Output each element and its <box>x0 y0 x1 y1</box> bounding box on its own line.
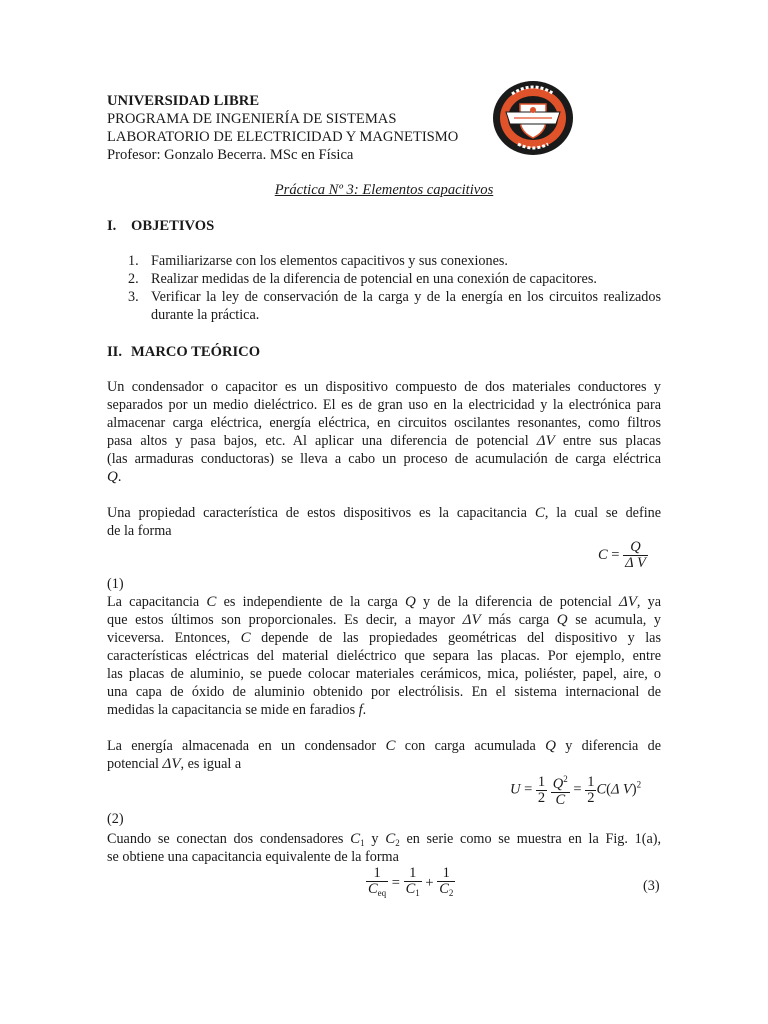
math-c: C <box>240 630 251 646</box>
eq-numerator: 1 <box>404 866 422 882</box>
eq-term: Δ V <box>610 781 632 798</box>
paragraph-line: se obtiene una capacitancia equivalente de la forma <box>107 849 399 865</box>
paragraph-line: de la forma <box>107 523 172 539</box>
eq-term: C <box>596 781 607 798</box>
equation-label: (3) <box>643 878 660 894</box>
text-span: se acumula, y <box>575 612 662 628</box>
objective-number: 3. <box>128 289 139 305</box>
practice-title: Práctica Nº 3: Elementos capacitivos <box>274 182 494 198</box>
section-number-theory: II. <box>107 344 123 360</box>
math-c: C <box>534 505 545 521</box>
objectives-list <box>107 252 661 324</box>
paragraph-line: características eléctricas del material dieléctrico que separa las placas. Por ejemplo, entre <box>107 648 661 664</box>
eq-numerator: 1 <box>366 866 388 882</box>
eq-fraction <box>404 866 422 901</box>
text-span: , <box>180 756 185 772</box>
math-c: C <box>206 594 217 610</box>
text-span: medidas la capacitancia se mide en faradios <box>107 702 356 718</box>
text-span: y de la diferencia de potencial <box>423 594 612 610</box>
math-q: Q <box>107 469 118 485</box>
eq-operator: = <box>611 546 620 563</box>
math-c2: C <box>385 831 396 847</box>
paragraph-line: almacenar carga eléctrica, energía eléctrica, en circuitos oscilantes resonantes, como filtros <box>107 415 661 431</box>
text-span: potencial <box>107 756 159 772</box>
paragraph-line <box>107 593 661 611</box>
professor-name: Profesor: Gonzalo Becerra. MSc en Física <box>107 147 354 163</box>
math-subscript: 1 <box>360 838 365 848</box>
eq-numerator: 1 <box>537 773 546 790</box>
eq-term: U <box>510 781 521 798</box>
text-span: es independiente de la carga <box>223 594 398 610</box>
math-q: Q <box>405 594 416 610</box>
text-span: pasa altos y pasa bajos, etc. Al aplicar una diferencia de potencial <box>107 433 529 449</box>
text-span: Una propiedad característica de estos dispositivos es la capacitancia <box>107 505 527 521</box>
eq-denominator: 2 <box>537 789 546 806</box>
math-q: Q <box>545 738 556 754</box>
text-span: , <box>544 505 549 521</box>
text-span: y <box>371 831 379 847</box>
math-delta-v: ΔV <box>162 756 181 772</box>
objective-item <box>107 288 661 324</box>
math-delta-v: ΔV <box>618 594 637 610</box>
equation-energy <box>510 772 641 808</box>
eq-operator: = <box>391 874 400 891</box>
eq-numerator: 1 <box>437 866 455 882</box>
eq-exponent: 2 <box>563 774 568 784</box>
eq-denominator: C <box>439 881 449 897</box>
eq-exponent: 2 <box>636 779 642 790</box>
paragraph-line <box>107 504 661 522</box>
text-span: . <box>117 469 122 485</box>
section-title-theory: MARCO TEÓRICO <box>131 344 261 360</box>
objective-item <box>107 270 661 288</box>
text-span: es igual a <box>187 756 242 772</box>
math-delta-v: ΔV <box>462 612 481 628</box>
text-span: La energía almacenada en un condensador <box>107 738 377 754</box>
math-q: Q <box>556 612 568 628</box>
eq-fraction <box>536 775 547 806</box>
lab-name: LABORATORIO DE ELECTRICIDAD Y MAGNETISMO <box>107 129 459 145</box>
eq-paren: ) <box>631 781 637 798</box>
eq-numerator: Q <box>623 540 648 556</box>
eq-operator: = <box>573 781 582 798</box>
equation-label: (2) <box>107 811 124 827</box>
math-delta-v: ΔV <box>536 433 555 449</box>
eq-fraction <box>437 866 455 901</box>
equation-label: (1) <box>107 576 124 592</box>
text-span: f <box>358 702 363 718</box>
paragraph-line: una capa de óxido de aluminio obtenido por electrólisis. En el sistema internacional de <box>107 684 661 700</box>
text-span: . <box>362 702 367 718</box>
eq-denominator: C <box>368 881 378 897</box>
section-number-objectives: I. <box>107 218 117 234</box>
text-span: con carga acumulada <box>404 738 536 754</box>
text-span: depende de las propiedades geométricas del dispositivo y las <box>261 630 661 646</box>
program-name: PROGRAMA DE INGENIERÍA DE SISTEMAS <box>107 111 397 127</box>
text-span: que estos últimos son proporcionales. Es decir, a mayor <box>107 612 456 628</box>
university-seal-logo <box>492 80 574 156</box>
math-c: C <box>385 738 396 754</box>
text-span: la cual se define <box>556 505 662 521</box>
eq-denominator: C <box>555 792 566 808</box>
university-name: UNIVERSIDAD LIBRE <box>107 93 260 109</box>
objective-item <box>107 252 661 270</box>
eq-fraction <box>585 775 596 806</box>
eq-fraction <box>551 772 570 808</box>
eq-denominator: Δ V <box>625 555 646 571</box>
eq-operator: + <box>425 874 434 891</box>
eq-denominator: C <box>405 881 416 897</box>
paragraph-line <box>107 701 661 719</box>
eq-numerator: Q <box>552 776 564 792</box>
paragraph-line: (las armaduras conductoras) se lleva a cabo un proceso de acumulación de carga eléctrica <box>107 451 661 467</box>
eq-subscript: eq <box>377 888 387 898</box>
objective-number: 1. <box>128 253 139 269</box>
math-c1: C <box>350 831 361 847</box>
equation-capacitance <box>598 540 648 571</box>
eq-operator: = <box>524 781 533 798</box>
equation-series <box>366 866 455 901</box>
text-span: Cuando se conectan dos condensadores <box>107 831 344 847</box>
paragraph-line <box>107 432 661 450</box>
paragraph-line: Un condensador o capacitor es un dispositivo compuesto de dos materiales conductores y <box>107 379 661 395</box>
math-subscript: 2 <box>395 838 400 848</box>
eq-fraction <box>623 540 648 571</box>
paragraph-line <box>107 629 661 647</box>
text-span: más carga <box>488 612 550 628</box>
eq-numerator: 1 <box>587 773 595 790</box>
text-span: entre sus placas <box>562 433 661 449</box>
eq-subscript: 2 <box>448 888 454 898</box>
paragraph-line <box>107 611 661 629</box>
text-span: , <box>636 594 641 610</box>
text-span: en serie como se muestra en la Fig. 1(a), <box>406 831 662 847</box>
paragraph-line: las placas de aluminio, se puede colocar materiales cerámicos, mica, poliéster, papel, aire, o <box>107 666 661 682</box>
objective-text: Realizar medidas de la diferencia de potencial en una conexión de capacitores. <box>151 271 597 287</box>
objective-text: Verificar la ley de conservación de la carga y de la energía en los circuitos realizados durante la práctica. <box>151 289 661 323</box>
paragraph-line <box>107 468 661 486</box>
eq-denominator: 2 <box>587 789 595 806</box>
eq-subscript: 1 <box>415 888 420 898</box>
eq-paren: ( <box>606 781 611 798</box>
text-span: y diferencia de <box>565 738 661 754</box>
text-span: ya <box>647 594 662 610</box>
eq-term: C <box>598 546 608 563</box>
eq-fraction <box>366 866 388 901</box>
paragraph-line <box>107 755 661 773</box>
section-title-objectives: OBJETIVOS <box>131 218 215 234</box>
paragraph-line: separados por un medio dieléctrico. El es de gran uso en la electricidad y la electrónica para <box>107 397 661 413</box>
objective-text: Familiarizarse con los elementos capacitivos y sus conexiones. <box>151 253 508 269</box>
objective-number: 2. <box>128 271 139 287</box>
paragraph-line <box>107 737 661 755</box>
text-span: La capacitancia <box>107 594 200 610</box>
text-span: viceversa. Entonces, <box>107 630 231 646</box>
